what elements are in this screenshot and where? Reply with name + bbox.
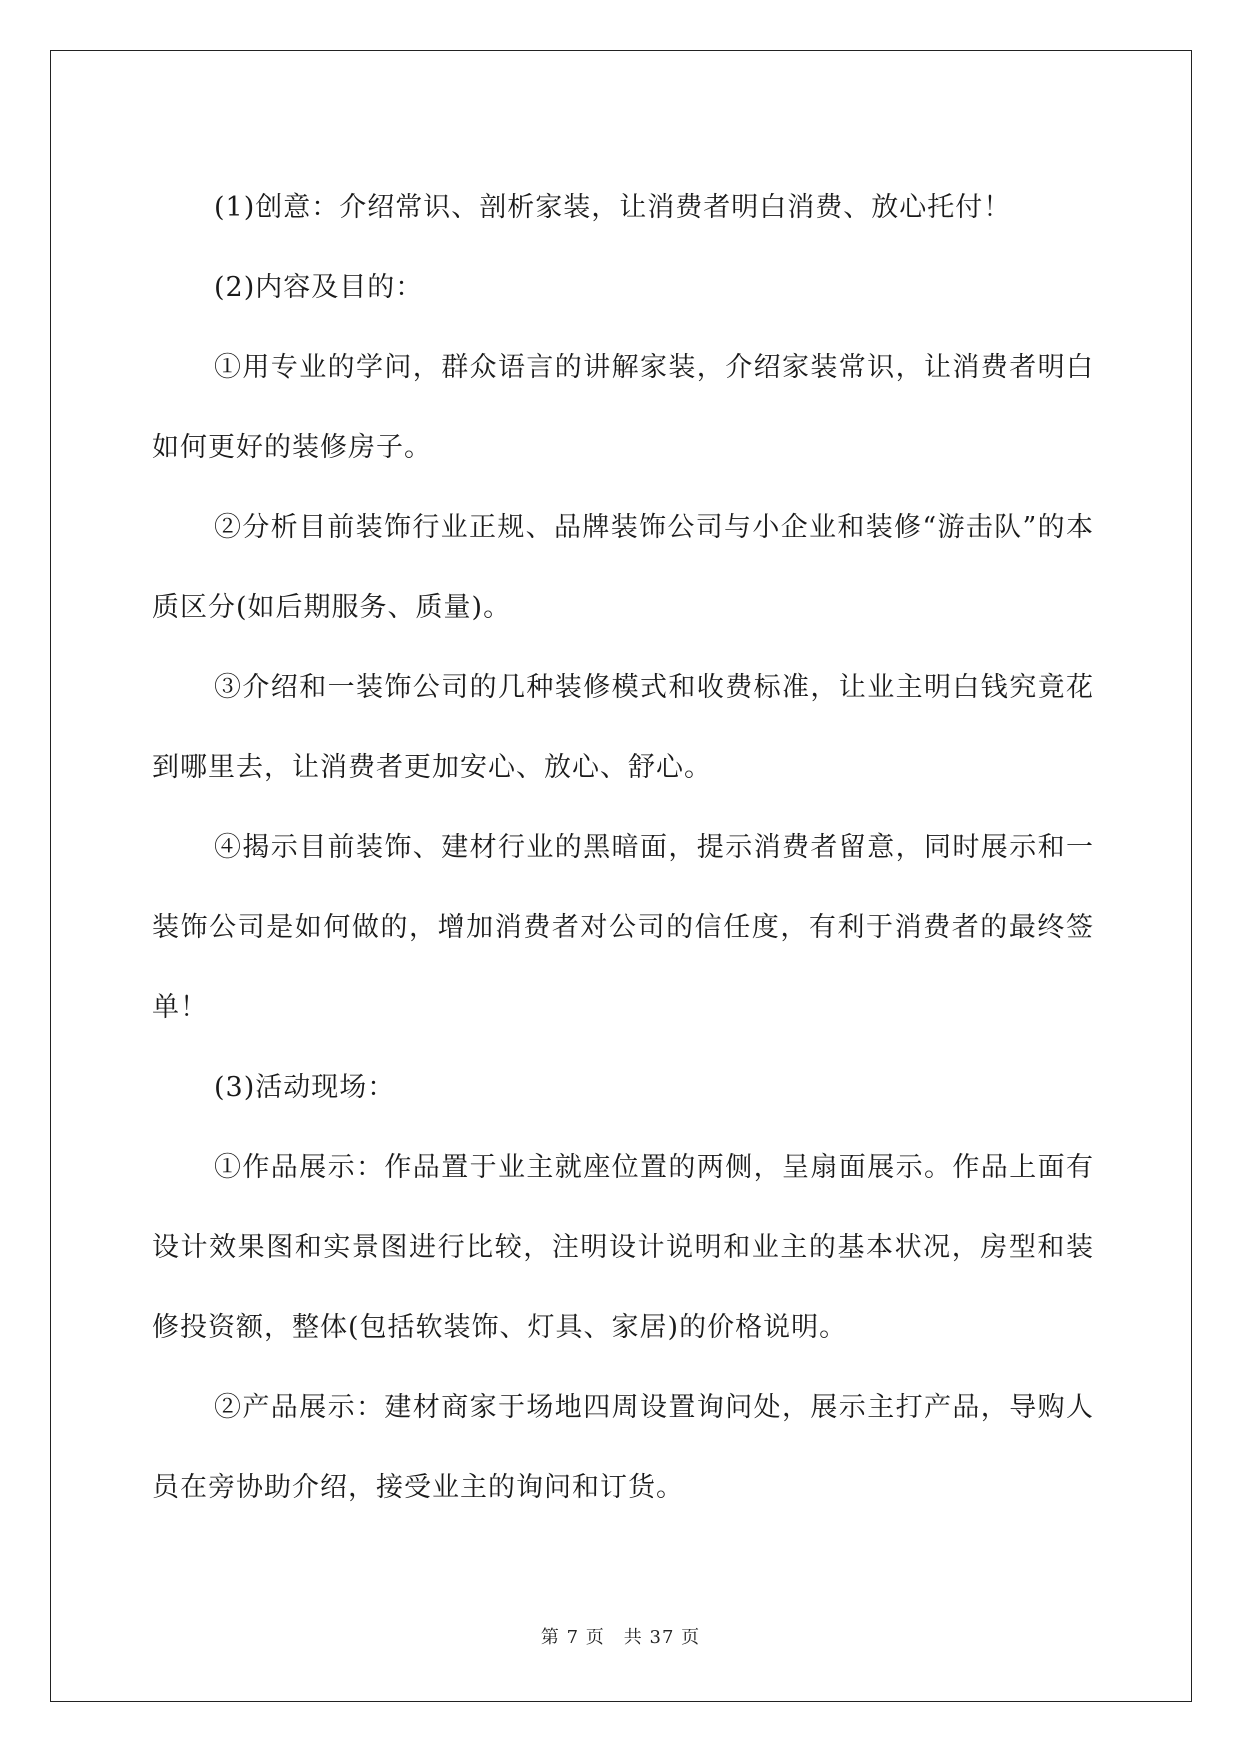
paragraph-content-purpose-heading: (2)内容及目的： xyxy=(214,272,424,303)
paragraph-creative: (1)创意：介绍常识、剖析家装，让消费者明白消费、放心托付！ xyxy=(214,192,1012,223)
page-number: 第 7 页 共 37 页 xyxy=(540,1627,701,1648)
paragraph-item-4: ④揭示目前装饰、建材行业的黑暗面，提示消费者留意，同时展示和一装饰公司是如何做的，增加消费者对公司的信任度，有利于消费者的最终签单！ xyxy=(152,832,1094,1023)
document-body xyxy=(152,168,1094,1528)
paragraph-venue-heading: (3)活动现场： xyxy=(214,1072,396,1103)
paragraph-works-display: ①作品展示：作品置于业主就座位置的两侧，呈扇面展示。作品上面有设计效果图和实景图进行比较，注明设计说明和业主的基本状况，房型和装修投资额，整体(包括软装饰、灯具、家居)的价格说明。 xyxy=(152,1152,1094,1343)
paragraph-item-2: ②分析目前装饰行业正规、品牌装饰公司与小企业和装修“游击队”的本质区分(如后期服务、质量)。 xyxy=(152,512,1094,623)
paragraph-product-display: ②产品展示：建材商家于场地四周设置询问处，展示主打产品，导购人员在旁协助介绍，接受业主的询问和订货。 xyxy=(152,1392,1094,1503)
paragraph-item-3: ③介绍和一装饰公司的几种装修模式和收费标准，让业主明白钱究竟花到哪里去，让消费者更加安心、放心、舒心。 xyxy=(152,672,1094,783)
paragraph-item-1: ①用专业的学问，群众语言的讲解家装，介绍家装常识，让消费者明白如何更好的装修房子。 xyxy=(152,352,1094,463)
